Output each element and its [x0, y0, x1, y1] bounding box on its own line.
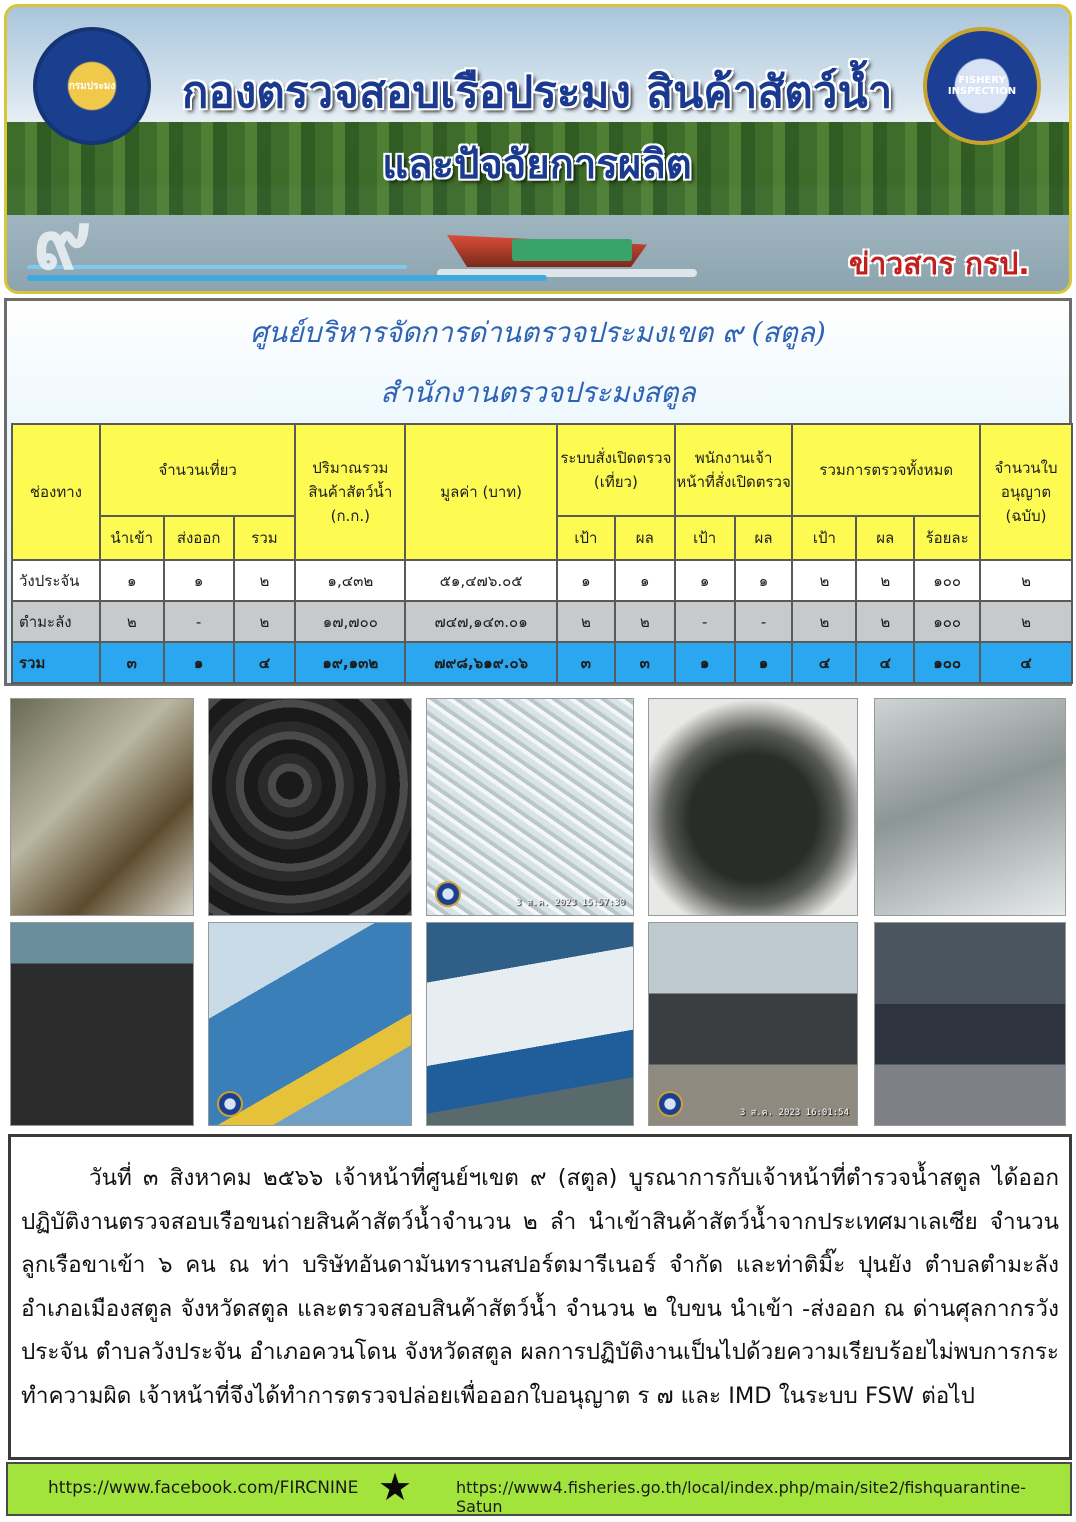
- header-import: นำเข้า: [100, 516, 164, 560]
- photo-fish-tray: [874, 698, 1066, 916]
- cell-value: ๗๔๗,๑๔๓.๐๑: [405, 601, 557, 642]
- header-trips: จำนวนเที่ยว: [100, 424, 296, 516]
- region-number: ๙: [33, 193, 92, 287]
- photo-horseshoe-crabs: [10, 698, 194, 916]
- header-channel: ช่องทาง: [12, 424, 100, 560]
- header-total: รวม: [234, 516, 296, 560]
- cell-percent: ๑๐๐: [914, 642, 980, 683]
- cell-total: ๒: [234, 560, 296, 601]
- header-off-target: เป้า: [675, 516, 735, 560]
- cell-all-target: ๔: [792, 642, 856, 683]
- fishery-inspection-logo: [217, 1091, 243, 1117]
- cell-off-result: ๑: [735, 560, 793, 601]
- cell-export: ๑: [164, 560, 234, 601]
- cell-channel: วังประจัน: [12, 560, 100, 601]
- photo-timestamp: 3 ส.ค. 2023 15:57:30: [515, 898, 625, 908]
- office-name: สำนักงานตรวจประมงสตูล: [380, 376, 696, 409]
- header-officer-order: พนักงานเจ้าหน้าที่สั่งเปิดตรวจ: [675, 424, 793, 516]
- cell-sys-target: ๓: [557, 642, 615, 683]
- statistics-panel: [4, 298, 1072, 686]
- decor-line: [27, 275, 547, 281]
- cell-sys-target: ๒: [557, 601, 615, 642]
- cell-value: ๕๑,๔๗๖.๐๕: [405, 560, 557, 601]
- header-all-result: ผล: [856, 516, 914, 560]
- header-percent: ร้อยละ: [914, 516, 980, 560]
- cell-value: ๗๙๘,๖๑๙.๐๖: [405, 642, 557, 683]
- cell-percent: ๑๐๐: [914, 601, 980, 642]
- cell-all-target: ๒: [792, 601, 856, 642]
- header-sys-result: ผล: [615, 516, 675, 560]
- photo-gallery: [4, 690, 1072, 1126]
- cell-export: -: [164, 601, 234, 642]
- cell-permits: ๔: [980, 642, 1072, 683]
- header-banner: [4, 4, 1072, 294]
- photo-transfer-boat: [426, 922, 634, 1126]
- cell-channel: ตำมะลัง: [12, 601, 100, 642]
- cell-import: ๑: [100, 560, 164, 601]
- news-label: ข่าวสาร กรป.: [849, 247, 1030, 282]
- cell-sys-target: ๑: [557, 560, 615, 601]
- cell-quantity: ๑,๔๓๒: [295, 560, 405, 601]
- facebook-link[interactable]: https://www.facebook.com/FIRCNINE: [48, 1478, 359, 1498]
- cell-all-target: ๒: [792, 560, 856, 601]
- cell-import: ๓: [100, 642, 164, 683]
- banner-title: กองตรวจสอบเรือประมง สินค้าสัตว์น้ำ: [181, 67, 893, 118]
- cell-permits: ๒: [980, 601, 1072, 642]
- cell-channel: รวม: [12, 642, 100, 683]
- table-row: [12, 560, 1072, 601]
- cell-import: ๒: [100, 601, 164, 642]
- cell-percent: ๑๐๐: [914, 560, 980, 601]
- cell-sys-result: ๒: [615, 601, 675, 642]
- report-text: วันที่ ๓ สิงหาคม ๒๕๖๖ เจ้าหน้าที่ศูนย์ฯเขต ๙ (สตูล) บูรณาการกับเจ้าหน้าที่ตำรวจน้ำสตูล ได้ออกปฏิบัติงานตรวจสอบเรือขนถ่ายสินค้าสัตว์น้ำจำนวน ๒ ลำ นำเข้าสินค้าสัตว์น้ำจากประเทศมาเลเซีย จำนวนลูกเรือขาเข้า ๖ คน ณ ท่า บริษัทอันดามันทรานสปอร์ตมารีเนอร์ จำกัด และท่าติมิ๊ะ ปุนยัง ตำบลตำมะลัง อำเภอเมืองสตูล จังหวัดสตูล และตรวจสอบสินค้าสัตว์น้ำ จำนวน ๒ ใบขน นำเข้า -ส่งออก ณ ด่านศุลกากรวังประจัน ตำบลวังประจัน อำเภอควนโดน จังหวัดสตูล ผลการปฏิบัติงานเป็นไปด้วยความเรียบร้อยไม่พบการกระทำความผิด เจ้าหน้าที่จึงได้ทำการตรวจปล่อยเพื่อออกใบอนุญาต ร ๗ และ IMD ในระบบ FSW ต่อไป: [21, 1165, 1059, 1409]
- header-permits: จำนวนใบอนุญาต (ฉบับ): [980, 424, 1072, 560]
- photo-timestamp: 3 ส.ค. 2023 16:01:54: [739, 1108, 849, 1118]
- photo-small-fish: [426, 698, 634, 916]
- footer-bar: [6, 1462, 1072, 1516]
- header-off-result: ผล: [735, 516, 793, 560]
- fishery-inspection-logo: [923, 27, 1041, 145]
- table-total-row: [12, 642, 1072, 683]
- logo-right-text: FISHERY INSPECTION: [947, 75, 1017, 97]
- photo-pickup-truck: [10, 922, 194, 1126]
- cell-off-result: ๑: [735, 642, 793, 683]
- department-of-fisheries-logo: [33, 27, 151, 145]
- cell-quantity: ๑๙,๑๓๒: [295, 642, 405, 683]
- table-row: [12, 601, 1072, 642]
- logo-left-text: กรมประมง: [68, 80, 116, 92]
- header-export: ส่งออก: [164, 516, 234, 560]
- fishery-inspection-logo: [435, 881, 461, 907]
- photo-cargo-boat: [208, 922, 412, 1126]
- fishery-inspection-logo: [657, 1091, 683, 1117]
- header-value: มูลค่า (บาท): [405, 424, 557, 560]
- star-icon: ★: [378, 1465, 413, 1509]
- photo-black-bags: [208, 698, 412, 916]
- cell-sys-result: ๓: [615, 642, 675, 683]
- inspection-table: [11, 423, 1073, 684]
- cell-all-result: ๔: [856, 642, 914, 683]
- header-quantity: ปริมาณรวม สินค้าสัตว์น้ำ (ก.ก.): [295, 424, 405, 560]
- photo-officers-inspecting: [648, 922, 858, 1126]
- website-link[interactable]: https://www4.fisheries.go.th/local/index.php/main/site2/fishquarantine-Satun: [456, 1478, 1026, 1516]
- cell-all-result: ๒: [856, 560, 914, 601]
- cell-off-target: ๑: [675, 560, 735, 601]
- cell-off-target: -: [675, 601, 735, 642]
- header-system-order: ระบบสั่งเปิดตรวจ (เที่ยว): [557, 424, 675, 516]
- patrol-boat: [512, 239, 632, 261]
- header-all-target: เป้า: [792, 516, 856, 560]
- banner-subtitle: และปัจจัยการผลิต: [382, 142, 692, 188]
- cell-permits: ๒: [980, 560, 1072, 601]
- center-name: ศูนย์บริหารจัดการด่านตรวจประมงเขต ๙ (สตูล): [250, 316, 826, 349]
- header-all-inspection: รวมการตรวจทั้งหมด: [792, 424, 980, 516]
- cell-sys-result: ๑: [615, 560, 675, 601]
- cell-quantity: ๑๗,๗๐๐: [295, 601, 405, 642]
- header-sys-target: เป้า: [557, 516, 615, 560]
- photo-document-check: [874, 922, 1066, 1126]
- report-box: [8, 1134, 1072, 1460]
- cell-total: ๒: [234, 601, 296, 642]
- cell-all-result: ๒: [856, 601, 914, 642]
- cell-off-target: ๑: [675, 642, 735, 683]
- cell-export: ๑: [164, 642, 234, 683]
- photo-shellfish-sack: [648, 698, 858, 916]
- cell-off-result: -: [735, 601, 793, 642]
- cell-total: ๔: [234, 642, 296, 683]
